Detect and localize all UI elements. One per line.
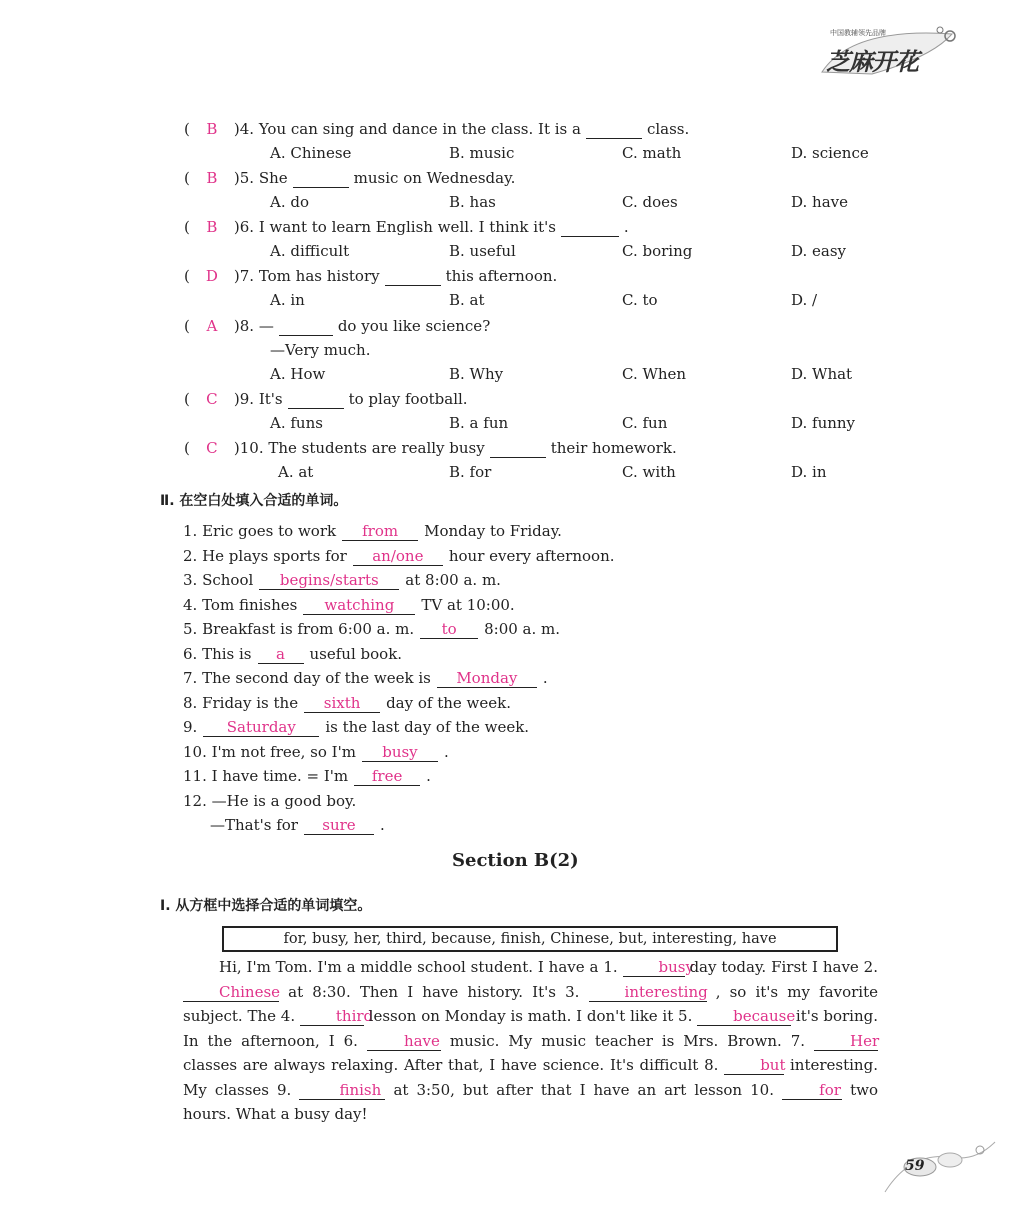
fill-in-item (183, 668, 548, 688)
item-text-end: . (542, 669, 548, 687)
fill-in-item (183, 717, 529, 737)
question-row (184, 266, 557, 286)
item-text: 3. School (183, 571, 254, 589)
passage-text: two hours. What a busy day! (183, 1080, 878, 1123)
answer-blank: from (342, 522, 418, 541)
answer-letter: B (206, 218, 218, 236)
paren: ( (184, 439, 190, 457)
section-title: Section B(2) (452, 850, 579, 871)
item-text: —That's for (210, 816, 298, 834)
answer-blank: sixth (304, 694, 380, 713)
option-d: D. funny (791, 414, 856, 432)
punct: . (258, 439, 269, 457)
item-text: 7. The second day of the week is (183, 669, 431, 687)
passage-answer: have (367, 1032, 441, 1051)
answer-letter: D (205, 267, 218, 285)
punct: . (249, 267, 259, 285)
option-c: C. fun (622, 414, 668, 432)
passage-answer: finish (299, 1081, 385, 1100)
paren: ) (233, 267, 240, 285)
paren: ( (184, 267, 190, 285)
option-a: A. difficult (270, 242, 350, 260)
question-number: 4 (239, 120, 250, 138)
punct: . (249, 317, 259, 335)
punct: . (249, 218, 259, 236)
question-stem: The students are really busy (268, 439, 485, 457)
option-b: B. for (449, 463, 492, 481)
passage-answer: Chinese (183, 983, 279, 1002)
question-number: 5 (239, 169, 250, 187)
question-row (184, 168, 515, 188)
punct: . (249, 120, 259, 138)
answer-blank: a (258, 645, 304, 664)
item-text: 5. Breakfast is from 6:00 a. m. (183, 620, 415, 638)
question-number: 8 (239, 317, 250, 335)
passage-answer: because (697, 1007, 791, 1026)
option-c: C. math (622, 144, 682, 162)
item-text: 11. I have time. = I'm (183, 767, 349, 785)
passage-answer: for (782, 1081, 842, 1100)
question-stem-end: . (623, 218, 629, 236)
question-row (184, 316, 490, 336)
answer-blank (288, 390, 344, 409)
item-text-end: . (379, 816, 385, 834)
item-text-end: useful book. (309, 644, 403, 663)
paren: ( (184, 120, 190, 138)
item-text: 4. Tom finishes (183, 595, 298, 614)
option-c: C. When (622, 365, 687, 383)
answer-blank: watching (303, 596, 415, 615)
item-text: 12. —He is a good boy. (183, 791, 357, 810)
option-a: A. do (270, 193, 310, 211)
answer-blank (586, 120, 642, 139)
passage-answer: busy (623, 958, 685, 977)
question-number: 6 (239, 218, 250, 236)
item-text-end: . (426, 767, 431, 785)
option-c: C. boring (622, 242, 693, 260)
option-d: D. in (791, 463, 827, 481)
question-stem-end: to play football. (348, 390, 468, 408)
question-line2: —Very much. (270, 341, 371, 359)
punct: . (249, 390, 259, 408)
item-text-end: is the last day of the week. (325, 718, 530, 736)
question-number: 10 (239, 439, 259, 457)
paren: ) (233, 390, 240, 408)
answer-blank (279, 317, 333, 336)
answer-blank (385, 267, 441, 286)
answer-letter: C (206, 390, 218, 408)
answer-blank: sure (304, 816, 374, 835)
question-stem-end: class. (646, 120, 690, 138)
passage (183, 955, 878, 1127)
paren: ) (233, 120, 240, 138)
fill-in-item (183, 570, 501, 590)
answer-blank (490, 439, 546, 458)
option-b: B. useful (449, 242, 516, 260)
part3-heading: Ⅰ. 从方框中选择合适的单词填空。 (160, 898, 372, 914)
option-a: A. in (270, 291, 305, 309)
fill-in-item (183, 619, 560, 639)
punct: . (249, 169, 259, 187)
fill-in-item (183, 742, 449, 762)
word-box: for, busy, her, third, because, finish, Chinese, but, interesting, have (222, 926, 838, 952)
answer-letter: B (206, 120, 218, 138)
passage-text: music. My music teacher is Mrs. Brown. 7. (449, 1031, 806, 1050)
question-stem: Tom has history (258, 267, 380, 285)
paren: ( (184, 169, 190, 187)
answer-letter: C (206, 439, 218, 457)
passage-text: at 3:50, but after that I have an art lesson 10. (393, 1080, 774, 1099)
option-a: A. funs (270, 414, 323, 432)
option-b: B. a fun (449, 414, 509, 432)
option-c: C. to (622, 291, 658, 309)
question-stem: You can sing and dance in the class. It is a (258, 120, 581, 138)
item-text: 1. Eric goes to work (183, 522, 337, 540)
fill-in-item (183, 595, 515, 615)
item-text: 2. He plays sports for (183, 546, 347, 565)
option-b: B. has (449, 193, 496, 211)
option-d: D. / (791, 291, 818, 309)
option-c: C. with (622, 463, 676, 481)
passage-text: classes are always relaxing. After that, I have science. It's difficult 8. (183, 1056, 719, 1074)
answer-blank: an/one (353, 547, 443, 566)
part2-heading: Ⅱ. 在空白处填入合适的单词。 (160, 493, 348, 509)
option-b: B. at (449, 291, 485, 309)
paren: ) (233, 218, 240, 236)
passage-answer: third (300, 1007, 364, 1026)
option-d: D. What (791, 365, 853, 383)
item-text-end: . (443, 742, 449, 761)
passage-answer: interesting (589, 983, 707, 1002)
option-b: B. music (449, 144, 515, 162)
option-d: D. easy (791, 242, 847, 260)
answer-letter: A (206, 317, 218, 335)
fill-in-item (183, 766, 431, 786)
passage-text: day today. First I have 2. (689, 958, 878, 976)
answer-blank: Monday (437, 669, 537, 688)
passage-text: Hi, I'm Tom. I'm a middle school student. I have a 1. (219, 958, 618, 976)
fill-in-item (183, 546, 615, 566)
fill-in-item (183, 693, 511, 713)
option-d: D. have (791, 193, 848, 211)
fill-in-item (183, 791, 356, 811)
item-text-end: TV at 10:00. (421, 595, 515, 614)
answer-blank: to (420, 620, 478, 639)
page-number: 59 (905, 1158, 925, 1174)
paren: ) (233, 169, 240, 187)
brand-logo (812, 22, 962, 82)
option-b: B. Why (449, 365, 504, 383)
passage-text: lesson on Monday is math. I don't like it 5. (368, 1007, 693, 1025)
fill-in-item (183, 644, 402, 664)
question-row (184, 438, 677, 458)
answer-blank: free (354, 767, 420, 786)
option-a: A. How (270, 365, 326, 383)
question-stem: — (258, 317, 274, 335)
question-row (184, 389, 468, 409)
answer-blank (293, 169, 349, 188)
question-number: 7 (239, 267, 250, 285)
answer-blank: Saturday (203, 718, 319, 737)
passage-text: , so it's my favorite subject. The 4. (183, 982, 878, 1025)
flower-decoration-icon (880, 1132, 1000, 1202)
question-number: 9 (239, 390, 250, 408)
option-c: C. does (622, 193, 678, 211)
item-text: 6. This is (183, 644, 252, 663)
answer-blank: begins/starts (259, 571, 399, 590)
question-stem: I want to learn English well. I think it's (258, 218, 556, 236)
paren: ) (233, 439, 240, 457)
question-stem-end: their homework. (550, 439, 677, 457)
answer-blank (561, 218, 619, 237)
item-text: 9. (183, 718, 198, 736)
question-row (184, 119, 689, 139)
item-text: 10. I'm not free, so I'm (183, 742, 356, 761)
question-stem: She (258, 169, 288, 187)
logo-brand: 芝麻开花 (826, 48, 918, 76)
paren: ( (184, 218, 190, 236)
passage-text: at 8:30. Then I have history. It's 3. (288, 982, 580, 1001)
option-a: A. Chinese (270, 144, 352, 162)
item-text-end: hour every afternoon. (448, 546, 615, 565)
item-text-end: at 8:00 a. m. (405, 571, 501, 589)
question-stem-end: this afternoon. (445, 267, 558, 285)
passage-answer: Her (814, 1032, 878, 1051)
answer-letter: B (206, 169, 218, 187)
paren: ( (184, 390, 190, 408)
fill-in-item (183, 521, 562, 541)
item-text: 8. Friday is the (183, 693, 299, 712)
question-stem-end: music on Wednesday. (353, 169, 516, 187)
question-stem-end: do you like science? (337, 317, 491, 335)
question-row (184, 217, 629, 237)
item-text-end: day of the week. (386, 693, 511, 712)
paren: ) (233, 317, 240, 335)
passage-text: it's boring. In the afternoon, I 6. (183, 1007, 878, 1050)
item-text-end: 8:00 a. m. (484, 620, 561, 638)
logo-tagline: 中国教辅领先品牌 (830, 29, 886, 37)
option-d: D. science (791, 144, 869, 162)
item-text-end: Monday to Friday. (424, 522, 562, 540)
answer-blank: busy (362, 743, 438, 762)
option-a: A. at (278, 463, 314, 481)
question-stem: It's (258, 390, 283, 408)
paren: ( (184, 317, 190, 335)
fill-in-item (210, 815, 385, 835)
passage-answer: but (724, 1056, 784, 1075)
passage-text: interesting. My classes 9. (183, 1056, 878, 1099)
